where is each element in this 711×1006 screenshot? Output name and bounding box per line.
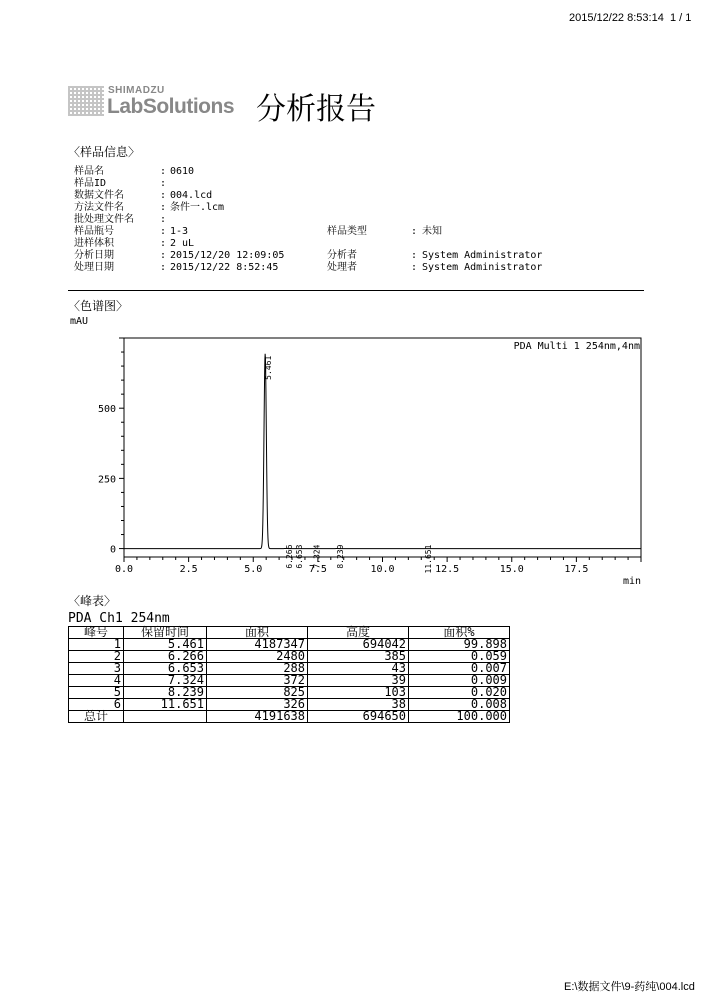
- y-tick-label: 250: [97, 474, 116, 486]
- page-number: 1 / 1: [669, 12, 692, 24]
- field-separator: :: [160, 250, 167, 261]
- table-cell: 103: [308, 687, 409, 699]
- column-header: 高度: [308, 627, 409, 639]
- chromatogram-trace: [124, 354, 641, 549]
- field-label: 数据文件名: [74, 190, 124, 201]
- column-header: 保留时间: [124, 627, 207, 639]
- x-tick-label: 7.5: [308, 564, 327, 575]
- column-header: 峰号: [69, 627, 124, 639]
- field-separator: :: [160, 226, 167, 237]
- field-value: 004.lcd: [170, 190, 213, 201]
- field-value: 0610: [170, 166, 195, 177]
- column-header: 面积%: [409, 627, 510, 639]
- x-tick-label: 17.5: [564, 564, 589, 575]
- field-separator: :: [411, 262, 418, 273]
- table-cell: 4191638: [207, 711, 308, 723]
- table-cell: 825: [207, 687, 308, 699]
- field-separator: :: [160, 238, 167, 249]
- field-value: 2 uL: [170, 238, 195, 249]
- table-cell: 99.898: [409, 639, 510, 651]
- field-label: 样品名: [74, 166, 104, 177]
- table-cell: 372: [207, 675, 308, 687]
- table-cell: 694042: [308, 639, 409, 651]
- field-label: 样品ID: [74, 178, 107, 189]
- table-cell: 6.653: [124, 663, 207, 675]
- peak-label: 6.266: [284, 544, 294, 569]
- field-separator: :: [160, 262, 167, 273]
- field-label: 批处理文件名: [74, 214, 134, 225]
- table-cell: 288: [207, 663, 308, 675]
- table-cell: 1: [69, 639, 124, 651]
- peak-label: 5.461: [264, 355, 274, 380]
- file-path: E:\数据文件\9-药纯\004.lcd: [564, 981, 695, 993]
- x-tick-label: 10.0: [370, 564, 395, 575]
- timestamp-text: 2015/12/22 8:53:14: [569, 12, 664, 24]
- x-tick-label: 2.5: [179, 564, 198, 575]
- field-label: 处理者: [327, 262, 357, 273]
- field-label: 样品瓶号: [74, 226, 114, 237]
- field-value: 未知: [422, 226, 442, 237]
- table-cell: 8.239: [124, 687, 207, 699]
- field-label: 分析日期: [74, 250, 114, 261]
- field-separator: :: [160, 214, 167, 225]
- table-cell: 2: [69, 651, 124, 663]
- y-tick-label: 0: [109, 544, 116, 556]
- field-separator: :: [160, 178, 167, 189]
- field-separator: :: [160, 166, 167, 177]
- peak-label: 7.324: [312, 544, 322, 569]
- x-unit-label: min: [622, 576, 641, 587]
- field-label: 进样体积: [74, 238, 114, 249]
- peak-table-heading: 〈峰表〉: [68, 594, 117, 608]
- field-separator: :: [411, 226, 418, 237]
- x-tick-label: 0.0: [114, 564, 134, 575]
- field-separator: :: [411, 250, 418, 261]
- table-cell: 0.008: [409, 699, 510, 711]
- field-value: System Administrator: [422, 262, 543, 273]
- sample-info-heading: 〈样品信息〉: [68, 145, 141, 159]
- y-unit-label: mAU: [70, 316, 89, 327]
- table-cell: 6: [69, 699, 124, 711]
- table-cell: 0.009: [409, 675, 510, 687]
- column-header: 面积: [207, 627, 308, 639]
- peak-label: 8.239: [335, 544, 345, 569]
- peak-table-subtitle: PDA Ch1 254nm: [68, 611, 170, 626]
- table-cell: 3: [69, 663, 124, 675]
- table-cell: 0.059: [409, 651, 510, 663]
- field-separator: :: [160, 190, 167, 201]
- field-label: 方法文件名: [74, 202, 124, 213]
- table-total-row: [69, 711, 510, 723]
- brand-maker: SHIMADZU: [108, 85, 165, 96]
- field-value: 1-3: [170, 226, 189, 237]
- peak-table: [68, 626, 510, 723]
- table-cell: 2480: [207, 651, 308, 663]
- field-value: 2015/12/22 8:52:45: [170, 262, 279, 273]
- table-cell: 7.324: [124, 675, 207, 687]
- table-cell: 0.020: [409, 687, 510, 699]
- table-cell: 6.266: [124, 651, 207, 663]
- peak-label: 6.653: [294, 544, 304, 569]
- table-cell: 38: [308, 699, 409, 711]
- table-cell: 0.007: [409, 663, 510, 675]
- field-value: 2015/12/20 12:09:05: [170, 250, 285, 261]
- table-cell: 5.461: [124, 639, 207, 651]
- table-cell: 4: [69, 675, 124, 687]
- field-label: 样品类型: [327, 226, 367, 237]
- field-value: System Administrator: [422, 250, 543, 261]
- legend-label: PDA Multi 1 254nm,4nm: [513, 341, 640, 352]
- field-separator: :: [160, 202, 167, 213]
- plot-frame: [124, 338, 641, 557]
- total-label: 总计: [69, 711, 124, 723]
- table-cell: 5: [69, 687, 124, 699]
- table-cell: 43: [308, 663, 409, 675]
- table-cell: 4187347: [207, 639, 308, 651]
- table-cell: 11.651: [124, 699, 207, 711]
- brand-product: LabSolutions: [107, 95, 234, 118]
- table-cell: 100.000: [409, 711, 510, 723]
- x-tick-label: 15.0: [499, 564, 524, 575]
- field-value: 条件一.lcm: [170, 202, 225, 213]
- table-cell: 385: [308, 651, 409, 663]
- table-cell: 694650: [308, 711, 409, 723]
- chromatogram-heading: 〈色谱图〉: [68, 299, 129, 313]
- field-label: 处理日期: [74, 262, 114, 273]
- y-tick-label: 500: [97, 404, 116, 416]
- field-label: 分析者: [327, 250, 357, 261]
- x-tick-label: 5.0: [244, 564, 263, 575]
- peak-label: 11.651: [424, 544, 434, 574]
- table-cell: 39: [308, 675, 409, 687]
- x-tick-label: 12.5: [435, 564, 460, 575]
- table-cell: [124, 711, 207, 723]
- table-cell: 326: [207, 699, 308, 711]
- report-title: 分析报告: [256, 92, 376, 127]
